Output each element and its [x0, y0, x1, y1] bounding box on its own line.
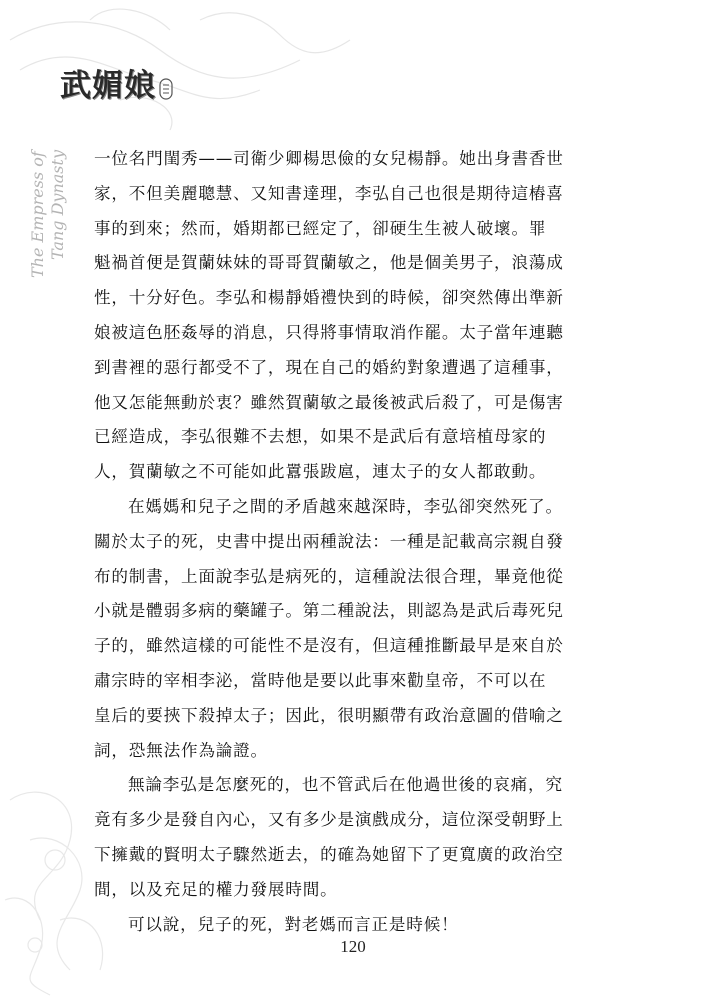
body-text: [94, 142, 638, 942]
text-line: 布的制書，上面說李弘是病死的，這種說法很合理，畢竟他從: [94, 566, 564, 586]
text-line: 子的，雖然這樣的可能性不是沒有，但這種推斷最早是來自於: [94, 636, 564, 656]
text-line: 無論李弘是怎麼死的，也不管武后在他過世後的哀痛，究: [128, 775, 563, 795]
text-line: 性，十分好色。李弘和楊靜婚禮快到的時候，卻突然傳出準新: [94, 288, 564, 308]
text-line: 事的到來；然而，婚期都已經定了，卻硬生生被人破壞。罪: [94, 218, 547, 238]
text-line: 下擁戴的賢明太子驟然逝去，的確為她留下了更寬廣的政治空: [94, 844, 564, 864]
text-line: 詞，恐無法作為論證。: [94, 740, 268, 760]
text-line: 一位名門閨秀——司衛少卿楊思儉的女兒楊靜。她出身書香世: [94, 149, 564, 168]
page-number: 120: [340, 937, 366, 956]
book-logo: [60, 60, 173, 105]
text-line: 竟有多少是發自內心，又有多少是演戲成分，這位深受朝野上: [94, 810, 564, 830]
text-line: 間，以及充足的權力發展時間。: [94, 879, 338, 899]
text-line: 可以說，兒子的死，對老媽而言正是時候！: [128, 914, 459, 934]
text-line: 小就是體弱多病的藥罐子。第二種說法，則認為是武后毒死兒: [94, 601, 564, 621]
text-line: 在媽媽和兒子之間的矛盾越來越深時，李弘卻突然死了。: [128, 496, 563, 516]
english-subtitle: [28, 150, 68, 278]
text-line: 關於太子的死，史書中提出兩種說法：一種是記載高宗親自發: [94, 531, 564, 551]
text-line: 他又怎能無動於衷？雖然賀蘭敏之最後被武后殺了，可是傷害: [94, 392, 564, 412]
subtitle-line-1: The Empress of: [28, 151, 47, 278]
text-line: 娘被這色胚姦辱的消息，只得將事情取消作罷。太子當年連聽: [94, 322, 564, 342]
book-title: 武媚娘: [60, 68, 156, 104]
seal-stamp-icon: [159, 77, 173, 101]
text-line: 皇后的要挾下殺掉太子；因此，很明顯帶有政治意圖的借喻之: [94, 705, 564, 725]
text-line: 魁禍首便是賀蘭妹妹的哥哥賀蘭敏之，他是個美男子，浪蕩成: [94, 253, 564, 273]
text-line: 肅宗時的宰相李泌，當時他是要以此事來勸皇帝，不可以在: [94, 670, 547, 690]
text-line: 到書裡的惡行都受不了，現在自己的婚約對象遭遇了這種事，: [94, 357, 564, 377]
text-line: 已經造成，李弘很難不去想，如果不是武后有意培植母家的: [94, 427, 547, 447]
subtitle-line-2: Tang Dynasty: [48, 150, 67, 260]
text-line: 人，賀蘭敏之不可能如此囂張跋扈，連太子的女人都敢動。: [94, 462, 547, 482]
text-line: 家，不但美麗聰慧、又知書達理，李弘自己也很是期待這樁喜: [94, 183, 564, 203]
